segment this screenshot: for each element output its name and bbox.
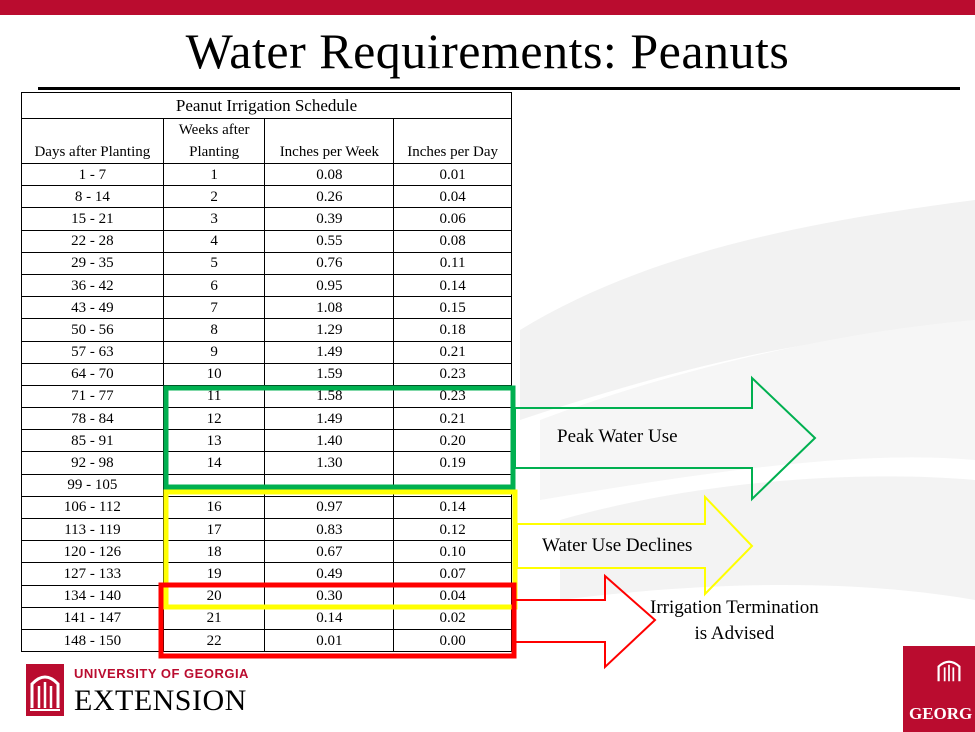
- table-row: [22, 452, 512, 474]
- cell-inches-day: 0.18: [394, 319, 512, 341]
- cell-week: 9: [163, 341, 265, 363]
- cell-inches-day: 0.07: [394, 563, 512, 585]
- cell-week: 3: [163, 208, 265, 230]
- cell-week: 18: [163, 541, 265, 563]
- cell-days: 99 - 105: [22, 474, 164, 496]
- cell-inches-day: 0.21: [394, 408, 512, 430]
- table-header-row: [22, 119, 512, 164]
- cell-days: 92 - 98: [22, 452, 164, 474]
- cell-days: 36 - 42: [22, 274, 164, 296]
- cell-inches-day: 0.12: [394, 519, 512, 541]
- cell-inches-day: 0.20: [394, 430, 512, 452]
- cell-days: 106 - 112: [22, 496, 164, 518]
- cell-week: 14: [163, 452, 265, 474]
- cell-week: 6: [163, 274, 265, 296]
- cell-days: 43 - 49: [22, 297, 164, 319]
- table-row: [22, 541, 512, 563]
- cell-inches-day: 0.11: [394, 252, 512, 274]
- cell-inches-week: 1.40: [265, 430, 394, 452]
- cell-inches-week: 0.26: [265, 186, 394, 208]
- table-row: [22, 252, 512, 274]
- cell-inches-week: 0.95: [265, 274, 394, 296]
- arch-icon: [936, 654, 962, 686]
- table-row: [22, 363, 512, 385]
- cell-week: 22: [163, 629, 265, 651]
- cell-week: 4: [163, 230, 265, 252]
- cell-days: 120 - 126: [22, 541, 164, 563]
- cell-inches-week: 0.83: [265, 519, 394, 541]
- table-row: [22, 430, 512, 452]
- header-weeks: [163, 119, 265, 164]
- termination-label: [650, 595, 819, 647]
- cell-days: 50 - 56: [22, 319, 164, 341]
- cell-week: 5: [163, 252, 265, 274]
- table-row: [22, 563, 512, 585]
- water-use-declines-label: Water Use Declines: [542, 535, 693, 556]
- cell-inches-day: 0.06: [394, 208, 512, 230]
- cell-inches-day: 0.01: [394, 164, 512, 186]
- cell-inches-day: 0.14: [394, 274, 512, 296]
- cell-inches-week: 0.55: [265, 230, 394, 252]
- cell-inches-day: 0.10: [394, 541, 512, 563]
- cell-inches-day: 0.19: [394, 452, 512, 474]
- table-row: [22, 230, 512, 252]
- cell-week: 17: [163, 519, 265, 541]
- table-row: [22, 474, 512, 496]
- cell-inches-day: 0.00: [394, 629, 512, 651]
- cell-days: 29 - 35: [22, 252, 164, 274]
- cell-days: 15 - 21: [22, 208, 164, 230]
- table-row: [22, 496, 512, 518]
- cell-week: 2: [163, 186, 265, 208]
- cell-days: 57 - 63: [22, 341, 164, 363]
- logo-university-text: UNIVERSITY OF GEORGIA: [74, 666, 249, 681]
- cell-days: 127 - 133: [22, 563, 164, 585]
- cell-inches-week: 0.97: [265, 496, 394, 518]
- corner-uga-badge: [903, 646, 975, 732]
- cell-inches-day: 0.23: [394, 385, 512, 407]
- table-row: [22, 408, 512, 430]
- cell-week: 10: [163, 363, 265, 385]
- cell-week: 19: [163, 563, 265, 585]
- table-row: [22, 341, 512, 363]
- header-weeks-line2: Planting: [189, 144, 240, 160]
- table-row: [22, 164, 512, 186]
- cell-inches-week: 1.08: [265, 297, 394, 319]
- header-days: Days after Planting: [22, 119, 164, 164]
- cell-days: 134 - 140: [22, 585, 164, 607]
- table-row: [22, 208, 512, 230]
- table-row: [22, 385, 512, 407]
- cell-week: 1: [163, 164, 265, 186]
- table-row: [22, 297, 512, 319]
- cell-inches-day: 0.15: [394, 297, 512, 319]
- cell-inches-day: [394, 474, 512, 496]
- cell-inches-week: 1.49: [265, 341, 394, 363]
- cell-week: [163, 474, 265, 496]
- cell-days: 64 - 70: [22, 363, 164, 385]
- cell-week: 21: [163, 607, 265, 629]
- header-weeks-line1: Weeks after: [178, 122, 250, 138]
- cell-days: 141 - 147: [22, 607, 164, 629]
- cell-days: 22 - 28: [22, 230, 164, 252]
- cell-days: 85 - 91: [22, 430, 164, 452]
- cell-week: 7: [163, 297, 265, 319]
- cell-week: 12: [163, 408, 265, 430]
- cell-days: 113 - 119: [22, 519, 164, 541]
- cell-inches-week: 0.49: [265, 563, 394, 585]
- cell-inches-day: 0.02: [394, 607, 512, 629]
- title-underline: [38, 87, 960, 90]
- cell-inches-week: 0.30: [265, 585, 394, 607]
- arch-icon: [26, 664, 64, 716]
- uga-extension-logo: [26, 662, 286, 722]
- table-row: [22, 519, 512, 541]
- termination-label-line2: is Advised: [694, 623, 775, 644]
- cell-days: 1 - 7: [22, 164, 164, 186]
- cell-week: 16: [163, 496, 265, 518]
- irrigation-schedule-table: [21, 92, 512, 652]
- cell-week: 13: [163, 430, 265, 452]
- cell-week: 20: [163, 585, 265, 607]
- cell-inches-week: 0.76: [265, 252, 394, 274]
- table-caption: Peanut Irrigation Schedule: [22, 93, 512, 119]
- cell-inches-day: 0.23: [394, 363, 512, 385]
- cell-inches-week: 0.39: [265, 208, 394, 230]
- cell-days: 71 - 77: [22, 385, 164, 407]
- header-inches-day: Inches per Day: [394, 119, 512, 164]
- table-row: [22, 629, 512, 651]
- cell-inches-day: 0.21: [394, 341, 512, 363]
- cell-inches-week: [265, 474, 394, 496]
- cell-week: 11: [163, 385, 265, 407]
- cell-inches-day: 0.04: [394, 186, 512, 208]
- table-row: [22, 274, 512, 296]
- cell-inches-day: 0.04: [394, 585, 512, 607]
- table-row: [22, 585, 512, 607]
- cell-days: 8 - 14: [22, 186, 164, 208]
- cell-inches-week: 1.30: [265, 452, 394, 474]
- cell-inches-week: 0.08: [265, 164, 394, 186]
- table-row: [22, 319, 512, 341]
- cell-days: 78 - 84: [22, 408, 164, 430]
- peak-water-use-label: Peak Water Use: [557, 426, 678, 447]
- cell-inches-week: 0.14: [265, 607, 394, 629]
- corner-badge-text: GEORG: [909, 704, 973, 723]
- cell-inches-week: 1.49: [265, 408, 394, 430]
- cell-inches-week: 1.59: [265, 363, 394, 385]
- table-row: [22, 186, 512, 208]
- termination-label-line1: Irrigation Termination: [650, 597, 819, 618]
- cell-days: 148 - 150: [22, 629, 164, 651]
- cell-inches-day: 0.14: [394, 496, 512, 518]
- cell-inches-week: 0.01: [265, 629, 394, 651]
- slide-title: Water Requirements: Peanuts: [185, 23, 790, 79]
- table-row: [22, 607, 512, 629]
- logo-extension-text: EXTENSION: [74, 684, 247, 717]
- cell-inches-week: 1.29: [265, 319, 394, 341]
- cell-inches-day: 0.08: [394, 230, 512, 252]
- header-inches-week: Inches per Week: [265, 119, 394, 164]
- cell-inches-week: 1.58: [265, 385, 394, 407]
- cell-inches-week: 0.67: [265, 541, 394, 563]
- cell-week: 8: [163, 319, 265, 341]
